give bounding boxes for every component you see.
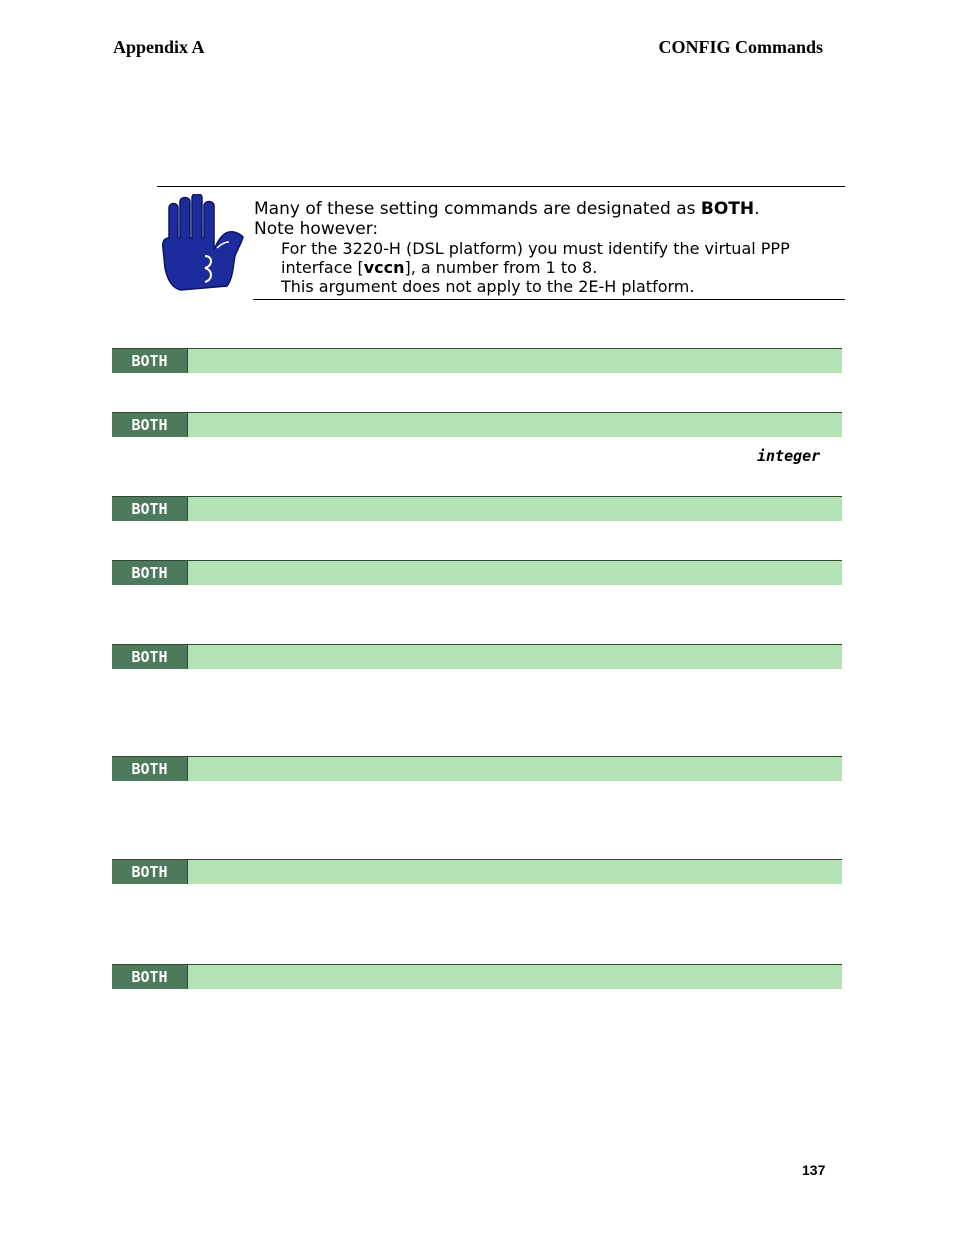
command-bar (112, 560, 842, 585)
command-bar (112, 412, 842, 437)
note-line-platform: For the 3220-H (DSL platform) you must identify the virtual PPP (281, 239, 790, 258)
both-tag: BOTH (112, 349, 188, 373)
both-tag: BOTH (112, 965, 188, 989)
note-line-interface: interface [vccn], a number from 1 to 8. (281, 258, 598, 277)
stop-hand-icon (161, 194, 247, 292)
note-line-2eh: This argument does not apply to the 2E-H platform. (281, 277, 695, 296)
note-line-designation: Many of these setting commands are designated as BOTH. (254, 199, 760, 219)
note-bottom-rule (253, 299, 845, 300)
both-tag: BOTH (112, 413, 188, 437)
command-bar (112, 348, 842, 373)
command-bar (112, 859, 842, 884)
command-bar (112, 644, 842, 669)
header-section-title: CONFIG Commands (658, 37, 823, 57)
both-tag: BOTH (112, 561, 188, 585)
both-tag: BOTH (112, 645, 188, 669)
both-tag: BOTH (112, 860, 188, 884)
note-line-however: Note however: (254, 219, 379, 239)
both-tag: BOTH (112, 497, 188, 521)
header-appendix: Appendix A (113, 37, 205, 57)
page-number: 137 (802, 1162, 826, 1178)
both-tag: BOTH (112, 757, 188, 781)
command-bar (112, 964, 842, 989)
note-top-rule (157, 186, 845, 187)
command-bar (112, 756, 842, 781)
integer-argument: integer (757, 447, 821, 465)
command-bar (112, 496, 842, 521)
